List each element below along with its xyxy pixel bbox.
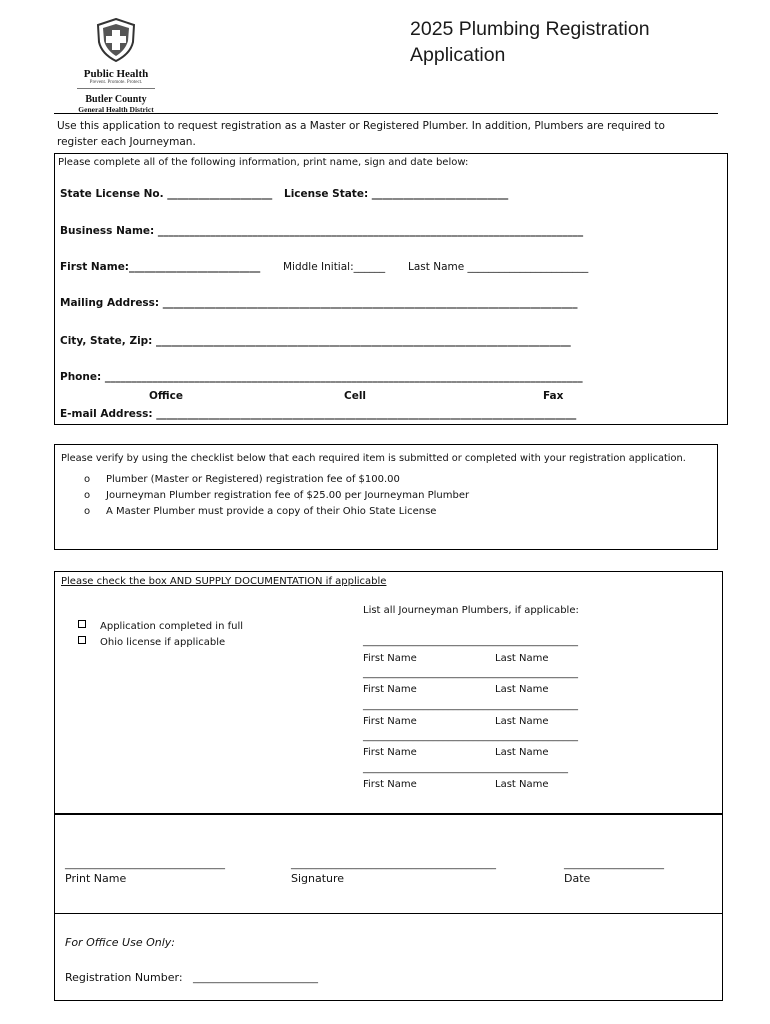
journeyman-last-name-label: Last Name [495, 716, 549, 727]
shield-icon [95, 18, 137, 62]
logo-butler-county: Butler County [85, 94, 147, 105]
intro-text: Use this application to request registration as a Master or Registered Plumber. In addition, Plumbers are required to register each Journeyman. [57, 120, 665, 148]
journeyman-heading: List all Journeyman Plumbers, if applicable: [363, 605, 579, 616]
business-name-field[interactable]: Business Name: _________________________________________________________________________________ [60, 225, 584, 237]
date-label: Date [564, 872, 591, 885]
checkbox-application-completed[interactable]: Application completed in full [78, 619, 243, 635]
bullet: o [84, 490, 91, 501]
journeyman-line[interactable]: ___________________________________________ [363, 700, 578, 711]
first-name-field[interactable]: First Name:_________________________ [60, 261, 261, 273]
last-name-field[interactable]: Last Name _______________________ [408, 261, 589, 273]
registration-number-label: Registration Number: [65, 971, 183, 984]
journeyman-last-name-label: Last Name [495, 684, 549, 695]
checklist-item: o Plumber (Master or Registered) registration fee of $100.00 [84, 472, 400, 488]
journeyman-first-name-label: First Name [363, 653, 417, 664]
signature-label: Signature [291, 872, 345, 885]
bullet: o [84, 506, 91, 517]
city-state-zip-field[interactable]: City, State, Zip: _______________________________________________________________________________ [60, 335, 571, 347]
middle-initial-field[interactable]: Middle Initial:______ [283, 261, 386, 273]
checkbox-ohio-license[interactable]: Ohio license if applicable [78, 635, 225, 651]
journeyman-first-name-label: First Name [363, 684, 417, 695]
journeyman-first-name-label: First Name [363, 747, 417, 758]
journeyman-line[interactable]: ___________________________________________ [363, 731, 578, 742]
office-use-section [54, 913, 723, 1001]
header-divider [54, 113, 718, 114]
registration-number-line[interactable]: _________________________ [193, 973, 318, 984]
signature-line[interactable]: _________________________________________ [291, 859, 496, 870]
journeyman-line[interactable]: ___________________________________________ [363, 636, 578, 647]
butler-county-logo [60, 18, 172, 114]
email-field[interactable]: E-mail Address: ________________________________________________________________________________ [60, 408, 577, 420]
journeyman-first-name-label: First Name [363, 779, 417, 790]
print-name-line[interactable]: ________________________________ [65, 859, 225, 870]
logo-district: General Health District [78, 105, 154, 114]
license-state-field[interactable]: License State: __________________________ [284, 188, 509, 200]
phone-cell-label: Cell [344, 390, 367, 402]
date-line[interactable]: ____________________ [564, 859, 664, 870]
checklist-item: o A Master Plumber must provide a copy of their Ohio State License [84, 504, 436, 520]
journeyman-line[interactable]: _________________________________________ [363, 763, 568, 774]
checklist-instruction: Please verify by using the checklist below that each required item is submitted or completed with your registration application. [61, 453, 686, 464]
checkbox-icon[interactable] [78, 620, 86, 628]
page-title: 2025 Plumbing Registration Application [410, 18, 650, 66]
bullet: o [84, 474, 91, 485]
logo-tagline: Prevent. Promote. Protect. [89, 80, 143, 85]
phone-office-label: Office [149, 390, 183, 402]
journeyman-last-name-label: Last Name [495, 747, 549, 758]
print-name-label: Print Name [65, 872, 127, 885]
phone-fax-label: Fax [543, 390, 564, 402]
documentation-heading: Please check the box AND SUPPLY DOCUMENTATION if applicable [61, 576, 387, 587]
logo-public-health: Public Health [83, 68, 149, 80]
mailing-address-field[interactable]: Mailing Address: _______________________________________________________________________________ [60, 297, 578, 309]
checklist-item: o Journeyman Plumber registration fee of $25.00 per Journeyman Plumber [84, 488, 469, 504]
office-use-heading: For Office Use Only: [65, 936, 175, 949]
state-license-field[interactable]: State License No. ____________________ [60, 188, 273, 200]
journeyman-last-name-label: Last Name [495, 653, 549, 664]
info-instruction: Please complete all of the following information, print name, sign and date below: [58, 157, 469, 168]
journeyman-last-name-label: Last Name [495, 779, 549, 790]
journeyman-line[interactable]: ___________________________________________ [363, 668, 578, 679]
journeyman-first-name-label: First Name [363, 716, 417, 727]
phone-field[interactable]: Phone: ___________________________________________________________________________________________ [60, 371, 583, 383]
checkbox-icon[interactable] [78, 636, 86, 644]
